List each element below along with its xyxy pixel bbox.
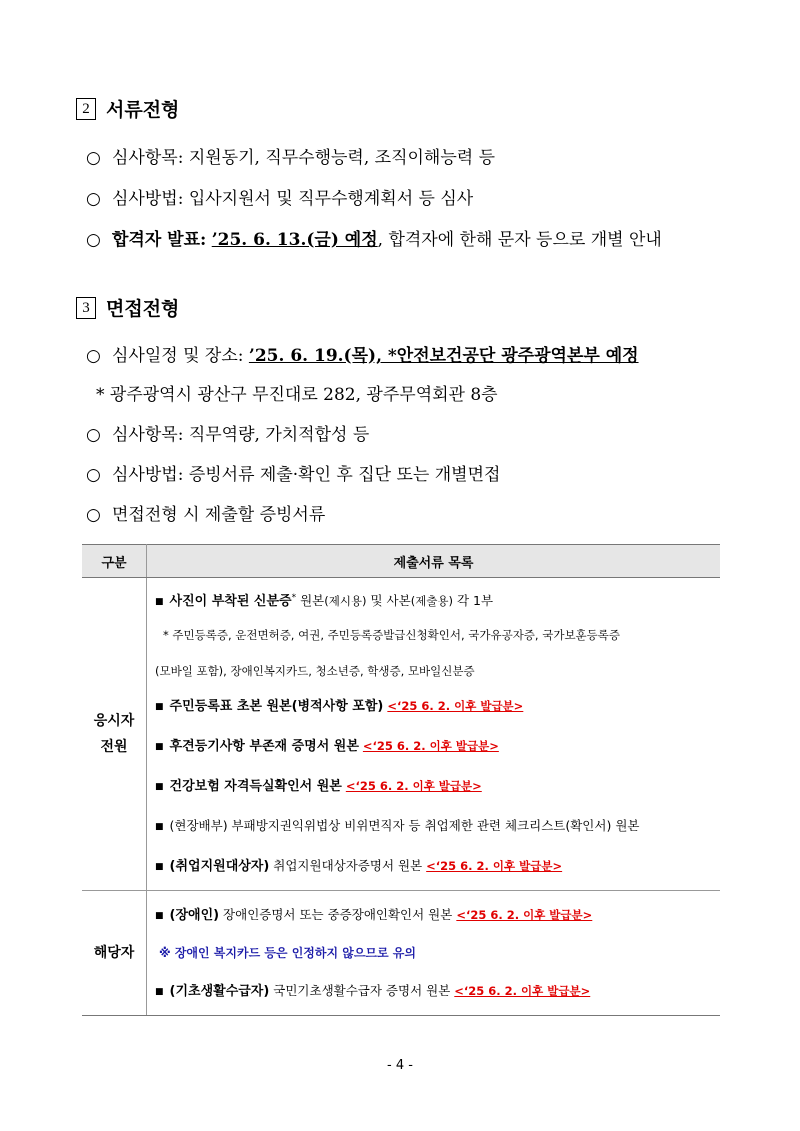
- circle-bullet: ○: [86, 148, 101, 168]
- square-bullet-icon: ■: [155, 701, 164, 712]
- item-paren: (병적사항 포함): [291, 699, 384, 714]
- section-number-box: 2: [76, 98, 96, 120]
- list-item: [155, 766, 720, 806]
- line-text: 심사항목: 직무역량, 가치적합성 등: [112, 425, 370, 445]
- circle-bullet: ○: [86, 425, 101, 445]
- section-title: 서류전형: [106, 99, 180, 121]
- document-list: [147, 891, 721, 1016]
- section-2-line-1: [86, 143, 495, 168]
- section-number-box: 3: [76, 297, 96, 319]
- page-number: - 4 -: [387, 1058, 413, 1073]
- id-note-line-1: * 주민등록증, 운전면허증, 여권, 주민등록증발급신청확인서, 국가유공자증, 국가보훈등록증: [163, 628, 620, 642]
- schedule-value: ’25. 6. 19.(목), *안전보건공단 광주광역본부 예정: [248, 346, 639, 366]
- section-2-heading: [76, 95, 179, 122]
- announcement-line: [86, 225, 662, 250]
- item-text: 각 1부: [453, 593, 494, 609]
- circle-bullet: ○: [86, 189, 101, 209]
- item-text: 취업지원대상자증명서 원본: [269, 858, 423, 873]
- header-documents: 제출서류 목록: [147, 545, 721, 578]
- item-text: 및 사본: [366, 593, 411, 609]
- square-bullet-icon: ■: [155, 821, 164, 832]
- group-label-line: 응시자: [93, 713, 135, 729]
- issue-date-note: <‘25 6. 2. 이후 발급분>: [456, 908, 593, 922]
- square-bullet-icon: ■: [155, 596, 164, 607]
- list-item: [155, 686, 720, 726]
- issue-date-note: <‘25 6. 2. 이후 발급분>: [426, 859, 563, 873]
- circle-bullet: ○: [86, 230, 101, 250]
- square-bullet-icon: ■: [155, 861, 164, 872]
- section-2-line-2: [86, 184, 473, 209]
- section-3-line-3: [86, 500, 325, 525]
- item-text: 국민기초생활수급자 증명서 원본: [269, 983, 451, 998]
- item-sup: *: [291, 593, 297, 603]
- list-item: [155, 582, 720, 614]
- line-text: 심사방법: 증빙서류 제출·확인 후 집단 또는 개별면접: [112, 465, 501, 485]
- issue-date-note: <‘25 6. 2. 이후 발급분>: [454, 984, 591, 998]
- id-note-line-2: (모바일 포함), 장애인복지카드, 청소년증, 학생증, 모바일신분증: [155, 664, 475, 678]
- list-item: [155, 846, 720, 886]
- item-bold: (장애인): [169, 908, 220, 923]
- item-paren: (제출용): [410, 594, 454, 609]
- line-text: 면접전형 시 제출할 증빙서류: [112, 505, 326, 525]
- item-bold: 주민등록표 초본 원본: [169, 699, 292, 714]
- item-bold: 사진이 부착된 신분증: [169, 594, 292, 610]
- table-row-all-applicants: [82, 578, 720, 891]
- circle-bullet: ○: [86, 346, 101, 366]
- list-item: [155, 895, 720, 935]
- list-item: [155, 806, 720, 846]
- issue-date-note: <‘25 6. 2. 이후 발급분>: [387, 699, 524, 713]
- header-category: 구분: [82, 545, 147, 578]
- section-3-line-1: [86, 420, 369, 445]
- disability-card-warning: ※ 장애인 복지카드 등은 인정하지 않으므로 유의: [159, 946, 416, 960]
- list-item: [155, 726, 720, 766]
- square-bullet-icon: ■: [155, 910, 164, 921]
- item-bold: 후견등기사항 부존재 증명서 원본: [169, 739, 359, 754]
- document-list: [147, 578, 721, 891]
- schedule-label: 심사일정 및 장소:: [112, 346, 249, 366]
- address-note: * 광주광역시 광산구 무진대로 282, 광주무역회관 8층: [96, 385, 498, 405]
- section-title: 면접전형: [106, 298, 180, 320]
- item-text: 원본: [296, 593, 325, 609]
- item-bold: (취업지원대상자): [169, 859, 270, 874]
- group-label-all: [82, 578, 147, 891]
- table-row-eligible: [82, 891, 720, 1016]
- item-text: (현장배부) 부패방지권익위법상 비위면직자 등 취업제한 관련 체크리스트(확인서) 원본: [169, 818, 640, 833]
- item-text: 장애인증명서 또는 중증장애인확인서 원본: [219, 907, 453, 922]
- item-paren: (제시용): [324, 594, 367, 609]
- group-label-line: 전원: [100, 739, 128, 755]
- circle-bullet: ○: [86, 505, 101, 525]
- table-header-row: [82, 545, 720, 578]
- issue-date-note: <‘25 6. 2. 이후 발급분>: [345, 779, 482, 793]
- announce-date: ’25. 6. 13.(금) 예정: [211, 230, 378, 250]
- item-bold: (기초생활수급자): [169, 984, 270, 999]
- square-bullet-icon: ■: [155, 986, 164, 997]
- line-text: 심사항목: 지원동기, 직무수행능력, 조직이해능력 등: [112, 148, 496, 168]
- square-bullet-icon: ■: [155, 741, 164, 752]
- group-label-eligible: 해당자: [82, 891, 147, 1016]
- line-text: 심사방법: 입사지원서 및 직무수행계획서 등 심사: [112, 189, 474, 209]
- announce-label: 합격자 발표:: [112, 230, 207, 250]
- section-3-line-2: [86, 460, 500, 485]
- section-3-heading: [76, 294, 179, 321]
- circle-bullet: ○: [86, 465, 101, 485]
- announce-rest: , 합격자에 한해 문자 등으로 개별 안내: [377, 230, 662, 250]
- documents-table: [82, 544, 720, 1016]
- issue-date-note: <‘25 6. 2. 이후 발급분>: [362, 739, 499, 753]
- item-bold: 건강보험 자격득실확인서 원본: [169, 779, 342, 794]
- interview-schedule-line: [86, 341, 639, 366]
- square-bullet-icon: ■: [155, 781, 164, 792]
- list-item: [155, 971, 720, 1011]
